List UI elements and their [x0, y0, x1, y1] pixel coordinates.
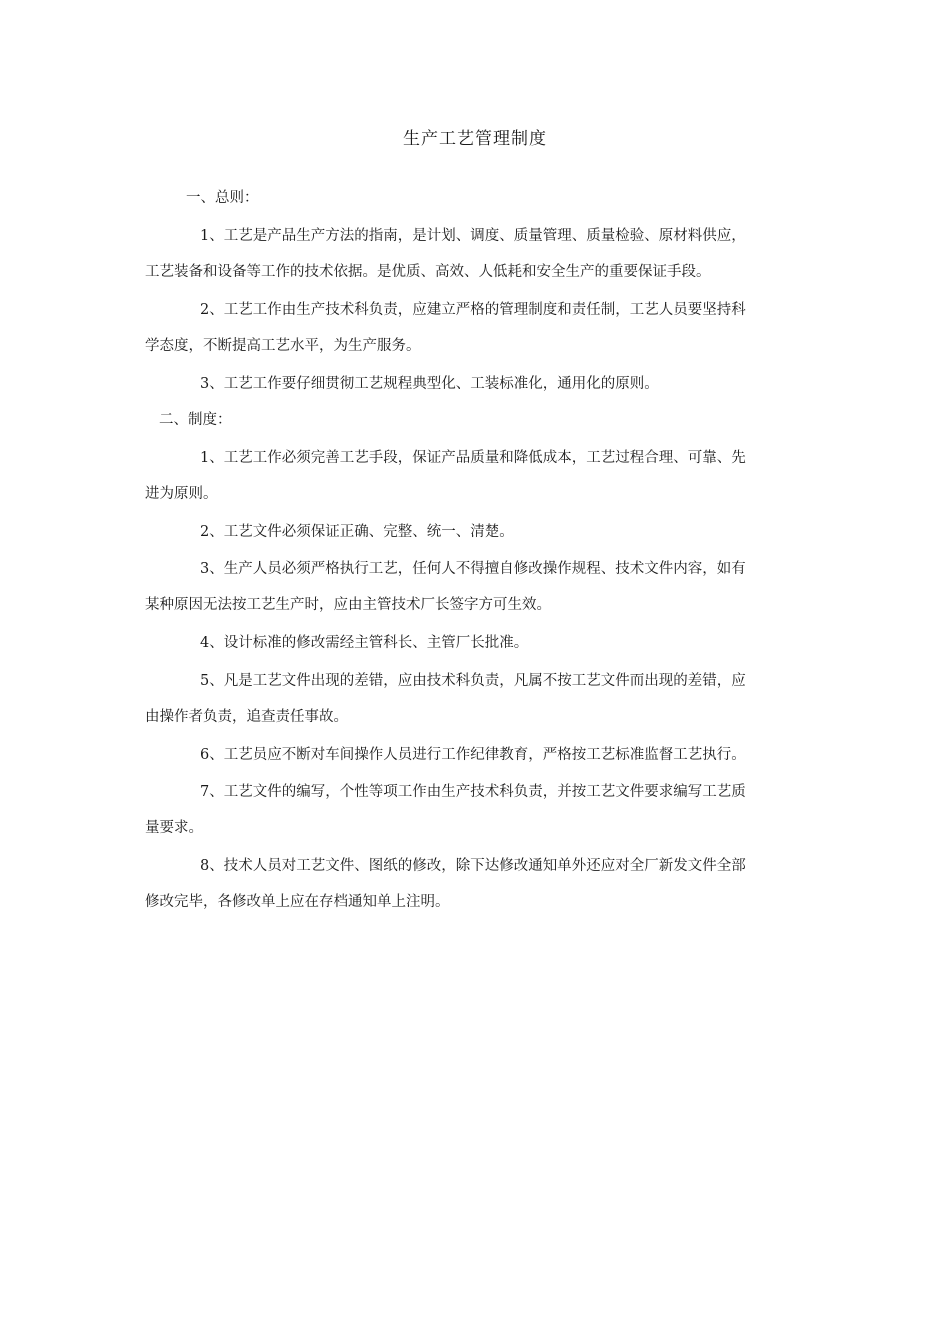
document-title: 生产工艺管理制度: [403, 129, 547, 149]
rules-item-1-line-2: 进为原则。: [145, 486, 218, 502]
general-item-3-line-1: 3、工艺工作要仔细贯彻工艺规程典型化、工装标准化，通用化的原则。: [200, 376, 659, 392]
section-heading-rules: 二、制度：: [159, 412, 232, 428]
general-item-2-line-2: 学态度，不断提高工艺水平，为生产服务。: [145, 338, 421, 354]
rules-item-3-line-1: 3、生产人员必须严格执行工艺，任何人不得擅自修改操作规程、技术文件内容，如有: [200, 561, 746, 577]
general-item-2-line-1: 2、工艺工作由生产技术科负责，应建立严格的管理制度和责任制，工艺人员要坚持科: [200, 302, 746, 318]
rules-item-7-line-1: 7、工艺文件的编写，个性等项工作由生产技术科负责，并按工艺文件要求编写工艺质: [200, 784, 746, 800]
rules-item-4-line-1: 4、设计标准的修改需经主管科长、主管厂长批准。: [200, 635, 529, 651]
rules-item-8-line-1: 8、技术人员对工艺文件、图纸的修改，除下达修改通知单外还应对全厂新发文件全部: [200, 858, 746, 874]
rules-item-8-line-2: 修改完毕，各修改单上应在存档通知单上注明。: [145, 894, 450, 910]
rules-item-2-line-1: 2、工艺文件必须保证正确、完整、统一、清楚。: [200, 524, 514, 540]
rules-item-5-line-1: 5、凡是工艺文件出现的差错，应由技术科负责，凡属不按工艺文件而出现的差错，应: [200, 673, 746, 689]
general-item-1-line-1: 1、工艺是产品生产方法的指南，是计划、调度、质量管理、质量检验、原材料供应，: [200, 228, 746, 244]
rules-item-5-line-2: 由操作者负责，追查责任事故。: [145, 709, 348, 725]
rules-item-1-line-1: 1、工艺工作必须完善工艺手段，保证产品质量和降低成本，工艺过程合理、可靠、先: [200, 450, 746, 466]
general-item-1-line-2: 工艺装备和设备等工作的技术依据。是优质、高效、人低耗和安全生产的重要保证手段。: [145, 264, 711, 280]
rules-item-3-line-2: 某种原因无法按工艺生产时，应由主管技术厂长签字方可生效。: [145, 597, 551, 613]
section-heading-general: 一、总则：: [186, 190, 259, 206]
rules-item-7-line-2: 量要求。: [145, 820, 203, 836]
rules-item-6-line-1: 6、工艺员应不断对车间操作人员进行工作纪律教育，严格按工艺标准监督工艺执行。: [200, 747, 746, 763]
